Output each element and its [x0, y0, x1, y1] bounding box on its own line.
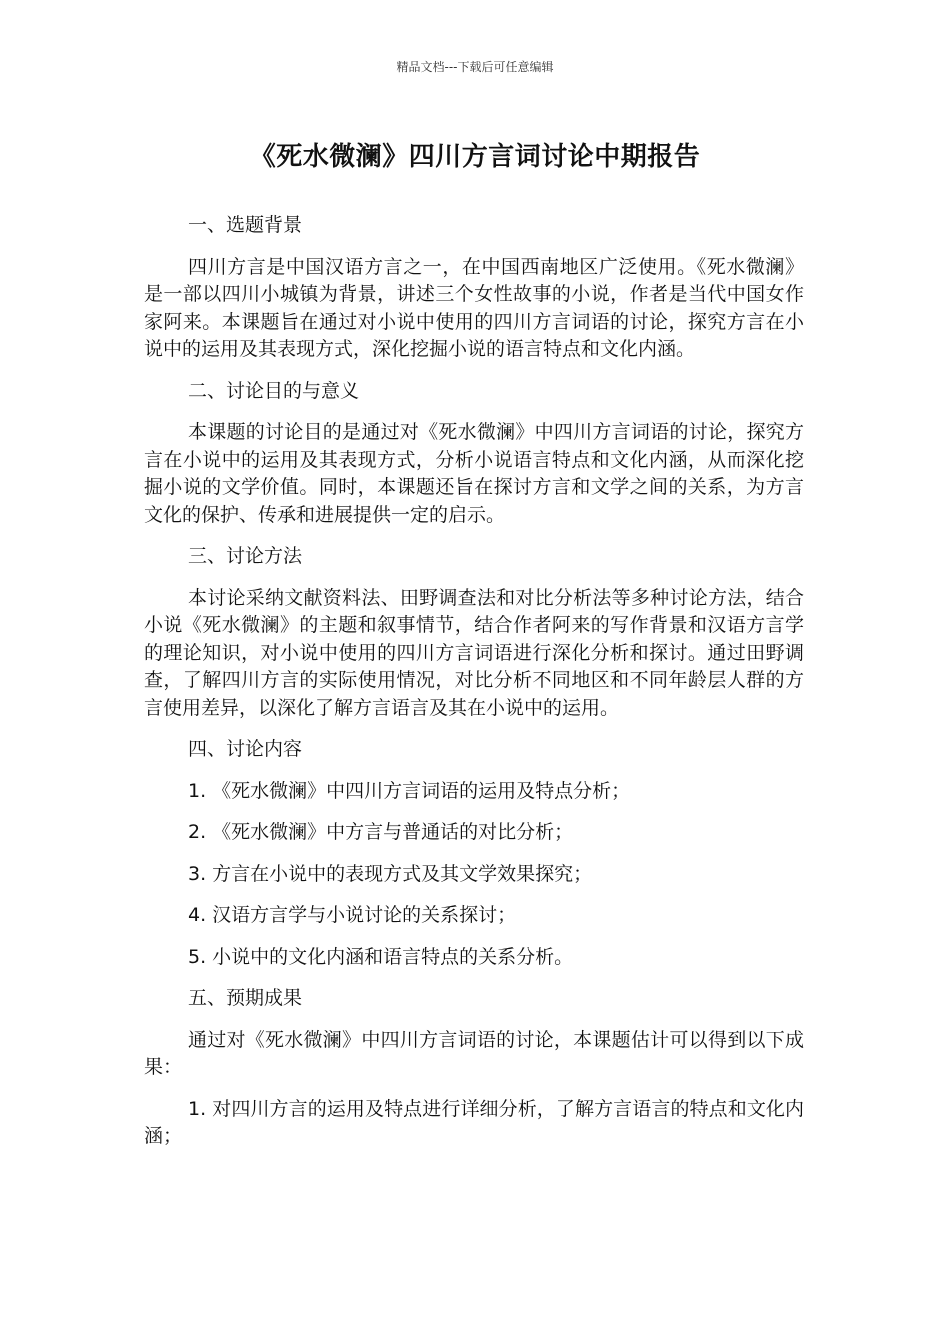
list-item: 4. 汉语方言学与小说讨论的关系探讨；	[188, 904, 517, 926]
document-title: 《死水微澜》四川方言词讨论中期报告	[249, 142, 701, 172]
header-note: 精品文档---下载后可任意编辑	[396, 60, 554, 74]
section-body-purpose: 本课题的讨论目的是通过对《死水微澜》中四川方言词语的讨论，探究方言在小说中的运用及其表现方式，分析小说语言特点和文化内涵，从而深化挖掘小说的文学价值。同时，本课题还旨在探讨方言和文学之间的关系，为方言文化的保护、传承和进展提供一定的启示。	[144, 421, 804, 526]
list-item: 5. 小说中的文化内涵和语言特点的关系分析。	[188, 945, 574, 968]
section-heading-background: 一、选题背景	[188, 214, 303, 236]
list-item: 3. 方言在小说中的表现方式及其文学效果探究；	[188, 862, 593, 885]
section-heading-content: 四、讨论内容	[188, 738, 303, 760]
document-body	[144, 212, 804, 1165]
list-item: 1. 《死水微澜》中四川方言词语的运用及特点分析；	[188, 779, 631, 802]
section-body-background: 四川方言是中国汉语方言之一，在中国西南地区广泛使用。《死水微澜》是一部以四川小城镇为背景，讲述三个女性故事的小说，作者是当代中国女作家阿来。本课题旨在通过对小说中使用的四川方言词语的讨论，探究方言在小说中的运用及其表现方式，深化挖掘小说的语言特点和文化内涵。	[144, 255, 804, 360]
section-heading-outcomes: 五、预期成果	[188, 987, 303, 1009]
list-item: 2. 《死水微澜》中方言与普通话的对比分析；	[188, 821, 574, 843]
section-body-outcomes: 通过对《死水微澜》中四川方言词语的讨论，本课题估计可以得到以下成果：	[144, 1028, 804, 1078]
section-heading-methods: 三、讨论方法	[188, 545, 303, 567]
section-body-methods: 本讨论采纳文献资料法、田野调查法和对比分析法等多种讨论方法，结合小说《死水微澜》的主题和叙事情节，结合作者阿来的写作背景和汉语方言学的理论知识，对小说中使用的四川方言词语进行深化分析和探讨。通过田野调查，了解四川方言的实际使用情况，对比分析不同地区和不同年龄层人群的方言使用差异，以深化了解方言语言及其在小说中的运用。	[144, 586, 804, 719]
section-heading-purpose: 二、讨论目的与意义	[188, 379, 360, 402]
list-item: 1. 对四川方言的运用及特点进行详细分析，了解方言语言的特点和文化内涵；	[144, 1097, 804, 1147]
